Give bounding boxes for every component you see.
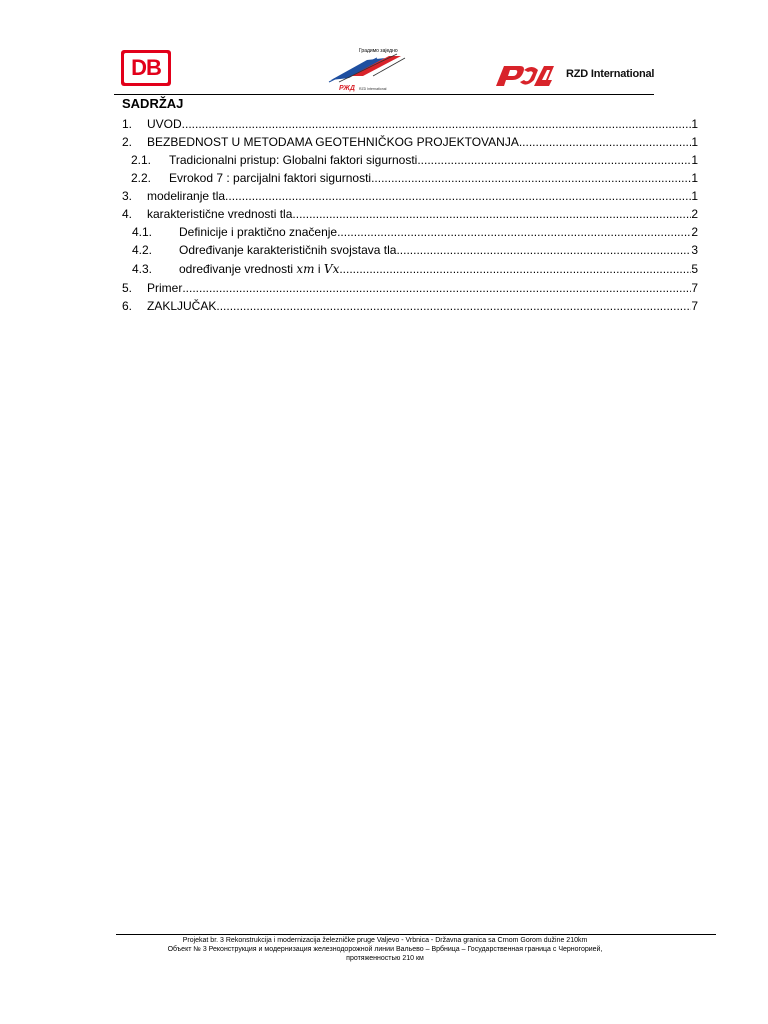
- toc-label-text: određivanje vrednosti: [179, 262, 297, 276]
- page-header: [114, 44, 654, 95]
- toc-entry-definicije[interactable]: [122, 223, 698, 241]
- toc-entry-number: 3.: [122, 189, 133, 203]
- toc-leader-dots: [182, 279, 691, 297]
- toc-entry-odredjivanje-vrednosti[interactable]: [122, 259, 698, 279]
- toc-entry-page: 2: [691, 225, 698, 239]
- table-of-contents: [122, 115, 698, 315]
- toc-entry-label: UVOD: [147, 117, 182, 131]
- toc-entry-label: [179, 259, 339, 279]
- footer-divider: [116, 934, 716, 935]
- toc-leader-dots: [371, 169, 691, 187]
- toc-title: SADRŽAJ: [122, 96, 184, 111]
- toc-leader-dots: [292, 205, 691, 223]
- math-variable-xm: xm: [296, 262, 315, 276]
- toc-entry-page: 1: [691, 135, 698, 149]
- toc-leader-dots: [225, 187, 691, 205]
- toc-entry-tradicionalni[interactable]: [122, 151, 698, 169]
- toc-entry-bezbednost[interactable]: [122, 133, 698, 151]
- toc-entry-number: 2.2.: [131, 171, 152, 185]
- footer-line-serbian: Projekat br. 3 Rekonstrukcija i modernizacija železničke pruge Valjevo - Vrbnica - Državna granica sa Crnom Gorom dužine 210km: [182, 937, 588, 944]
- math-variable-vx: Vx: [323, 262, 340, 276]
- toc-leader-dots: [337, 223, 691, 241]
- db-logo: [121, 50, 171, 86]
- footer-line-russian-length: протяженностью 210 км: [346, 955, 424, 962]
- toc-entry-label: Definicije i praktično značenje: [179, 225, 338, 239]
- page-footer: [116, 936, 654, 963]
- toc-leader-dots: [417, 151, 691, 169]
- center-logo-sub: RZD International: [359, 87, 387, 91]
- footer-line-russian: Объект № 3 Реконструкция и модернизация железнодорожной линии Вальево – Врбница – Государственная граница с Черногорией,: [167, 946, 603, 953]
- toc-entry-label: modeliranje tla: [147, 189, 226, 203]
- serbian-railways-logo: [327, 46, 409, 92]
- toc-leader-dots: [182, 115, 692, 133]
- toc-entry-modeliranje[interactable]: [122, 187, 698, 205]
- toc-entry-page: 7: [691, 281, 698, 295]
- toc-leader-dots: [216, 297, 691, 315]
- toc-entry-page: 3: [691, 243, 698, 257]
- toc-entry-page: 7: [691, 299, 698, 313]
- toc-entry-number: 2.: [122, 135, 133, 149]
- center-logo-caption: Градимо заједно: [359, 48, 398, 54]
- toc-leader-dots: [519, 133, 691, 151]
- toc-entry-primer[interactable]: [122, 279, 698, 297]
- toc-entry-evrokod[interactable]: [122, 169, 698, 187]
- toc-entry-label: BEZBEDNOST U METODAMA GEOTEHNIČKOG PROJEKTOVANJA: [147, 135, 519, 149]
- toc-entry-label: karakteristične vrednosti tla: [147, 207, 293, 221]
- toc-entry-label: Određivanje karakterističnih svojstava tla: [179, 243, 397, 257]
- toc-entry-number: 4.1.: [132, 225, 153, 239]
- toc-entry-label: Primer: [147, 281, 183, 295]
- toc-entry-label: Tradicionalni pristup: Globalni faktori sigurnosti: [169, 153, 418, 167]
- toc-entry-number: 4.2.: [132, 243, 153, 257]
- toc-entry-uvod[interactable]: [122, 115, 698, 133]
- toc-entry-odredjivanje-svojstava[interactable]: [122, 241, 698, 259]
- toc-entry-number: 4.: [122, 207, 133, 221]
- toc-entry-page: 5: [691, 262, 698, 276]
- svg-text:РЖД: РЖД: [339, 85, 355, 92]
- toc-entry-page: 1: [691, 171, 698, 185]
- db-logo-text: DB: [124, 53, 168, 83]
- toc-entry-number: 5.: [122, 281, 133, 295]
- toc-entry-karakteristicne[interactable]: [122, 205, 698, 223]
- toc-entry-page: 1: [691, 153, 698, 167]
- toc-label-connector: i: [314, 262, 324, 276]
- toc-entry-zakljucak[interactable]: [122, 297, 698, 315]
- toc-entry-label: ZAKLJUČAK: [147, 299, 217, 313]
- rzd-international-name: RZD International: [566, 68, 655, 80]
- toc-entry-label: Evrokod 7 : parcijalni faktori sigurnosti: [169, 171, 372, 185]
- toc-entry-number: 6.: [122, 299, 133, 313]
- toc-entry-page: 2: [691, 207, 698, 221]
- toc-leader-dots: [396, 241, 691, 259]
- toc-entry-page: 1: [691, 117, 698, 131]
- toc-entry-number: 4.3.: [132, 262, 153, 276]
- toc-leader-dots: [339, 259, 691, 279]
- toc-entry-number: 2.1.: [131, 153, 152, 167]
- toc-entry-number: 1.: [122, 117, 133, 131]
- rzd-logo-icon: [494, 60, 556, 90]
- toc-entry-page: 1: [691, 189, 698, 203]
